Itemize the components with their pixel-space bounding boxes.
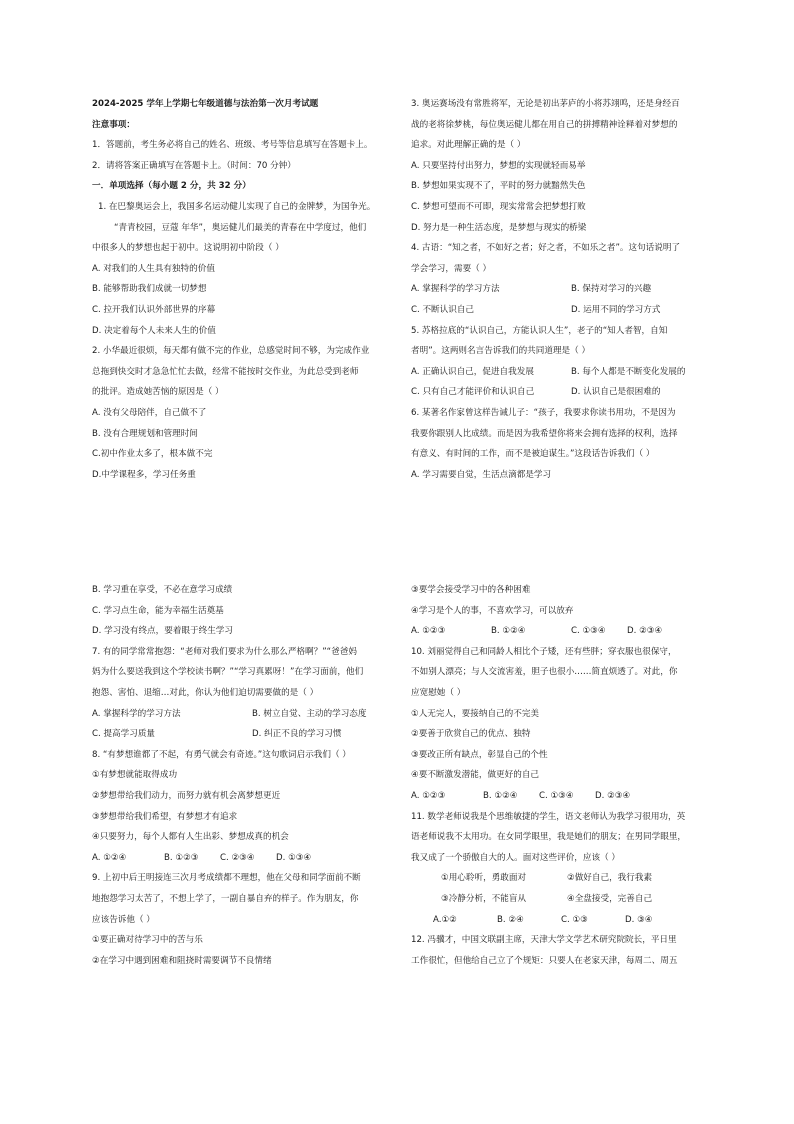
option-row: [92, 848, 412, 869]
question-text: 总拖到快交时才急急忙忙去做，经常不能按时交作业，为此总受到老师: [92, 366, 359, 377]
question-text: 抱怨、害怕、退缩…对此，你认为他们迫切需要做的是（ ）: [92, 687, 319, 698]
statement-line: ②在学习中遇到困难和阻挠时需要调节不良情绪: [92, 955, 272, 966]
option-line: B. 学习重在享受，不必在意学习成绩: [92, 585, 233, 595]
statement-4: ④全盘接受，完善自己: [567, 893, 653, 904]
statement-line: ①人无完人，要接纳自己的不完美: [411, 708, 540, 719]
option-b: B. 树立自觉、主动的学习态度: [252, 708, 367, 719]
option-c: C. 不断认识自己: [411, 304, 475, 315]
option-row: [411, 382, 731, 403]
notice-line: 2．请将答案正确填写在答题卡上。（时间：70 分钟）: [92, 160, 296, 171]
question-text: 中很多人的梦想也起于初中。这说明初中阶段（ ）: [92, 243, 284, 254]
option-a: A. ①②③: [411, 790, 446, 801]
option-d: D. ②③④: [627, 626, 663, 637]
option-line: C. 拉开我们认识外部世界的序幕: [92, 304, 216, 315]
question-text: 战的老将徐梦桃，每位奥运健儿都在用自己的拼搏精神诠释着对梦想的: [411, 119, 678, 130]
option-line: C. 学习点生命，能为幸福生活奠基: [92, 605, 224, 616]
option-b: B. 保持对学习的兴趣: [571, 284, 652, 295]
option-b: B. ②④: [497, 914, 524, 925]
question-text: 的批评。造成她苦恼的原因是（ ）: [92, 387, 224, 398]
question-text: 我又成了一个骄傲自大的人。面对这些评价，应该（ ）: [411, 852, 620, 863]
option-d: D. 认识自己是很困难的: [571, 387, 661, 398]
option-c: C. 提高学习质量: [92, 729, 156, 740]
option-line: C.初中作业太多了，根本做不完: [92, 449, 213, 460]
statement-line: ④只要努力，每个人都有人生出彩、梦想成真的机会: [92, 832, 289, 843]
statement-line: ③要改正所有缺点，彰显自己的个性: [411, 749, 548, 760]
statement-line: ④要不断激发潜能，做更好的自己: [411, 770, 540, 781]
left-top-column: [92, 94, 375, 485]
option-line: A. 对我们的人生具有独特的价值: [92, 263, 215, 274]
question-text: 11. 数学老师说我是个思维敏捷的学生，语文老师认为我学习很用功，英: [411, 811, 686, 822]
question-text: 我要你跟别人比成绩。而是因为我希望你将来会拥有选择的权利，选择: [411, 428, 678, 439]
option-row: [92, 724, 412, 745]
question-text: 8. “有梦想谁都了不起，有勇气就会有奇迹。”这句歌词启示我们（ ）: [92, 749, 351, 760]
question-text: 妈为什么要送我到这个学校读书啊？”“学习真累呀！”在学习面前，他们: [92, 667, 364, 678]
right-top-column: [411, 94, 731, 485]
option-row: [411, 279, 731, 300]
question-text: 12. 冯骥才，中国文联副主席，天津大学文学艺术研究院院长，平日里: [411, 935, 677, 946]
statement-line: ④学习是个人的事，不喜欢学习，可以放弃: [411, 605, 574, 616]
question-text: 6. 某著名作家曾这样告诫儿子：“孩子，我要求你读书用功，不是因为: [411, 407, 676, 418]
option-c: C. 只有自己才能评价和认识自己: [411, 387, 535, 398]
option-c: C. ①③④: [539, 790, 574, 801]
question-text: 7. 有的同学常常抱怨：“老师对我们要求为什么那么严格啊？”“爸爸妈: [92, 646, 357, 657]
question-text: 不如别人漂亮；与人交流害羞，胆子也很小……简直烦透了。对此，你: [411, 667, 678, 678]
option-c: C. ①③: [561, 914, 588, 925]
option-d: D. ②③④: [595, 790, 631, 801]
notice-line: 1．答题前，考生务必将自己的姓名、班级、考号等信息填写在答题卡上。: [92, 140, 373, 151]
question-text: 语老师说我不太用功。在女同学眼里，我是她们的朋友；在男同学眼里，: [411, 832, 687, 843]
statement-line: ①要正确对待学习中的苦与乐: [92, 935, 203, 946]
left-bottom-column: [92, 580, 412, 971]
option-b: B. 每个人都是不断变化发展的: [571, 366, 686, 377]
option-d: D. ③④: [625, 914, 653, 925]
statement-2: ②做好自己，我行我素: [567, 873, 653, 884]
option-d: D. ①③④: [276, 852, 312, 863]
question-text: 3. 奥运赛场没有常胜将军，无论是初出茅庐的小将苏翊鸣，还是身经百: [411, 99, 680, 109]
option-row: [92, 704, 412, 725]
option-d: D. 纠正不良的学习习惯: [252, 729, 342, 740]
statement-row: [411, 889, 727, 910]
option-a: A. ①②③: [411, 626, 446, 637]
option-line: A. 没有父母陪伴，自己做不了: [92, 407, 207, 418]
option-b: B. ①②④: [483, 790, 518, 801]
option-c: C. ②③④: [220, 852, 255, 863]
exam-title: 2024-2025 学年上学期七年级道德与法治第一次月考试题: [92, 99, 319, 109]
option-d: D. 运用不同的学习方式: [571, 304, 661, 315]
question-text: 追求。对此理解正确的是（ ）: [411, 140, 526, 151]
option-line: C. 梦想可望而不可即，现实常常会把梦想打败: [411, 201, 586, 212]
statement-1: ①用心聆听，勇敢面对: [441, 873, 527, 884]
option-line: B. 能够帮助我们成就一切梦想: [92, 284, 207, 295]
option-a: A. 掌握科学的学习方法: [92, 708, 181, 719]
question-text: 4. 古语：“知之者，不如好之者；好之者，不如乐之者”。这句话说明了: [411, 243, 681, 254]
option-row: [411, 786, 727, 807]
option-line: D. 努力是一种生活态度，是梦想与现实的桥梁: [411, 222, 587, 233]
option-a: A. 掌握科学的学习方法: [411, 284, 500, 295]
right-bottom-column: [411, 580, 727, 971]
question-text: 10. 刘丽觉得自己和同龄人相比个子矮，还有些胖；穿衣服也很保守，: [411, 646, 677, 657]
option-line: B. 梦想如果实现不了，平时的努力就黯然失色: [411, 181, 586, 192]
question-text: 应该告诉他（ ）: [92, 914, 155, 925]
question-text: 5. 苏格拉底的“认识自己，方能认识人生”，老子的“知人者智，自知: [411, 325, 668, 336]
question-text: 应宽慰她（ ）: [411, 687, 466, 698]
option-b: B. ①②④: [491, 626, 526, 637]
question-text: 9. 上初中后王明接连三次月考成绩都不理想，他在父母和同学面前不断: [92, 873, 361, 884]
question-text: 有意义、有时间的工作，而不是被迫谋生。”这段话告诉我们（ ）: [411, 449, 655, 460]
statement-line: ②要善于欣赏自己的优点、独特: [411, 729, 531, 740]
option-a: A. 正确认识自己，促进自我发展: [411, 366, 534, 377]
option-row: [411, 362, 731, 383]
question-text: 地抱怨学习太苦了，不想上学了，一副自暴自弃的样子。作为朋友，你: [92, 893, 359, 904]
option-line: B. 没有合理规划和管理时间: [92, 428, 198, 439]
statement-line: ②梦想带给我们动力，而努力就有机会离梦想更近: [92, 790, 281, 801]
statement-line: ①有梦想就能取得成功: [92, 770, 178, 781]
question-text: 者明”。这两则名言告诉我们的共同道理是（ ）: [411, 346, 591, 357]
question-text: “青青校园，豆蔻 年华”，奥运健儿们最美的青春在中学度过，他们: [114, 222, 367, 233]
section-heading: 一．单项选择（每小题 2 分，共 32 分）: [92, 181, 251, 192]
notice-heading: 注意事项：: [92, 119, 135, 130]
question-text: 学会学习，需要（ ）: [411, 263, 492, 274]
option-a: A.①②: [433, 914, 457, 925]
option-row: [411, 300, 731, 321]
option-line: D. 决定着每个人未来人生的价值: [92, 325, 216, 336]
statement-line: ③梦想带给我们希望，有梦想才有追求: [92, 811, 238, 822]
option-c: C. ①③④: [571, 626, 606, 637]
option-a: A. ①②④: [92, 852, 127, 863]
option-row: [411, 621, 727, 642]
option-line: D.中学课程多，学习任务重: [92, 469, 196, 480]
option-line: D. 学习没有终点，要着眼于终生学习: [92, 626, 233, 637]
question-text: 2. 小华最近很烦，每天都有做不完的作业，总感觉时间不够，为完成作业: [92, 346, 370, 357]
statement-row: [411, 868, 727, 889]
option-line: A. 学习需要自觉，生活点滴都是学习: [411, 469, 552, 480]
option-line: A. 只要坚持付出努力，梦想的实现就轻而易举: [411, 160, 586, 171]
statement-line: ③要学会接受学习中的各种困难: [411, 585, 531, 595]
statement-3: ③冷静分析，不能盲从: [441, 893, 527, 904]
question-text: 工作很忙，但他给自己立了个规矩：只要人在老家天津，每周二、周五: [411, 955, 678, 966]
option-row: [411, 910, 727, 931]
question-text: 1. 在巴黎奥运会上，我国多名运动健儿实现了自己的金牌梦，为国争光。: [98, 201, 376, 212]
option-b: B. ①②③: [164, 852, 199, 863]
